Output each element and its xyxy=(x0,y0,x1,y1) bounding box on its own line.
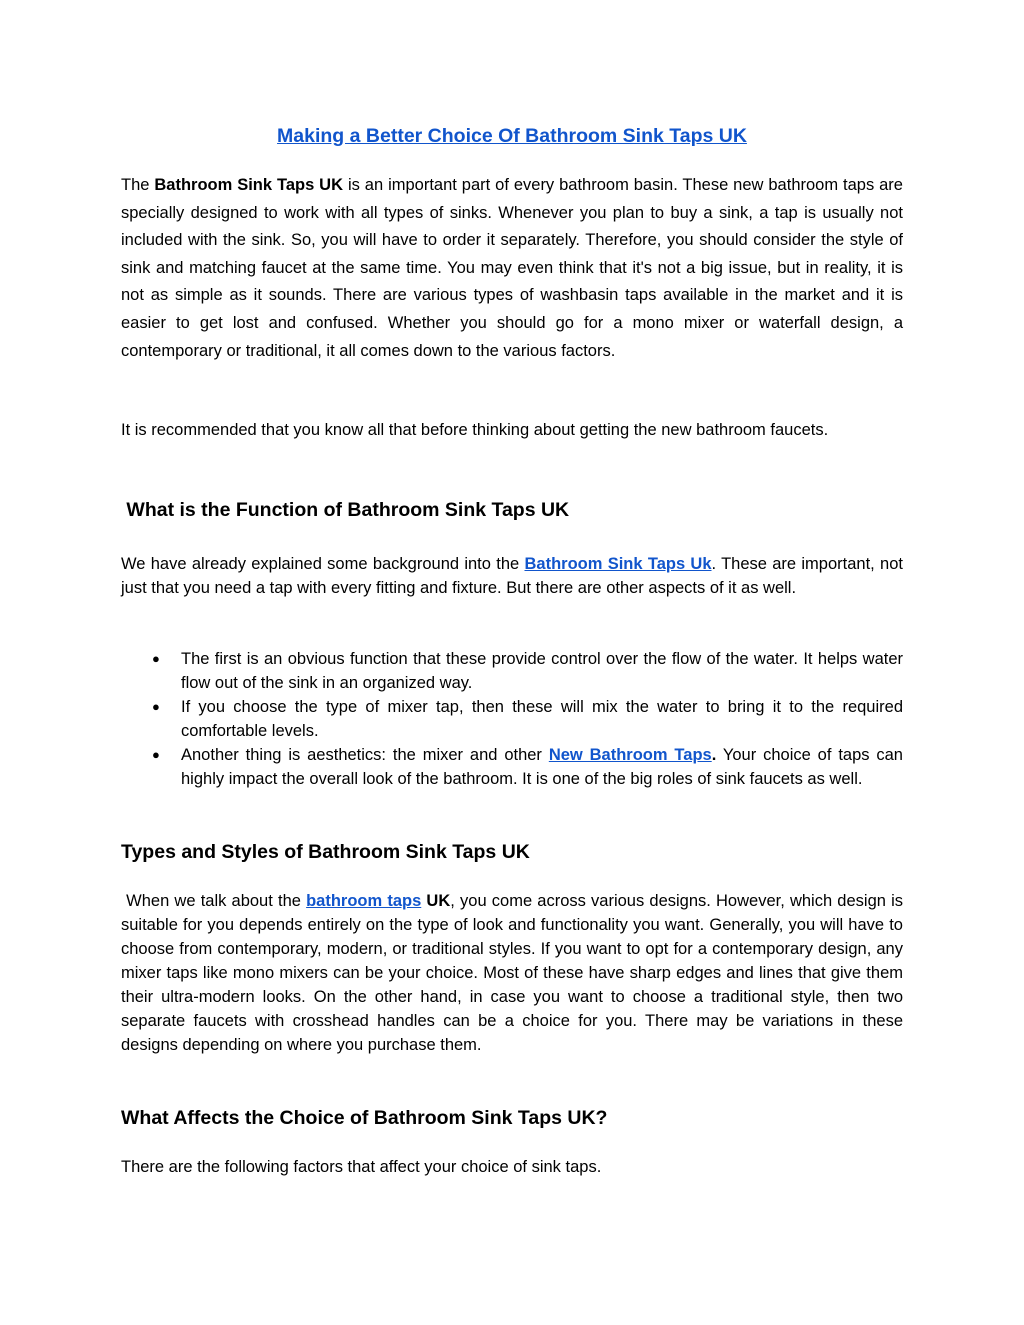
types-paragraph xyxy=(121,889,903,1057)
function-text-post: . These are important, not just that you need a tap with every fitting and fixture. But there are other aspects of it as well. xyxy=(121,555,903,597)
bullet-text: If you choose the type of mixer tap, then these will mix the water to bring it to the required comfortable levels. xyxy=(181,698,903,740)
affects-paragraph: There are the following factors that affect your choice of sink taps. xyxy=(121,1158,602,1176)
bullet-text: The first is an obvious function that these provide control over the flow of the water. It helps water flow out of the sink in an organized way. xyxy=(181,650,903,692)
types-bold-uk: UK xyxy=(421,892,451,910)
bullet-icon: ● xyxy=(152,747,160,762)
section-heading-function: What is the Function of Bathroom Sink Taps UK xyxy=(121,499,570,521)
intro-paragraph xyxy=(121,172,903,365)
bullet-icon: ● xyxy=(152,651,160,666)
intro-text-pre: The xyxy=(121,176,155,194)
types-text-pre: When we talk about the xyxy=(121,892,307,910)
bullet-icon: ● xyxy=(152,699,160,714)
section-heading-affects: What Affects the Choice of Bathroom Sink Taps UK? xyxy=(121,1107,608,1129)
bullet-text-post: Your choice of taps can highly impact the overall look of the bathroom. It is one of the big roles of sink faucets as well. xyxy=(181,746,903,788)
intro-text-post: is an important part of every bathroom basin. These new bathroom taps are specially designed to work with all types of sinks. Whenever you plan to buy a sink, a tap is usually not included with the sink. So, you will have to order it separately. Therefore, you should consider the style of sink and matching faucet at the same time. You may even think that it's not a big issue, but in reality, it is not as simple as it sounds. There are various types of washbasin taps available in the market and it is easier to get lost and confused. Whether you should go for a mono mixer or waterfall design, a contemporary or traditional, it all comes down to the various factors. xyxy=(121,176,903,360)
intro-bold-term: Bathroom Sink Taps UK xyxy=(154,176,344,194)
bullet-text-pre: Another thing is aesthetics: the mixer and other xyxy=(181,746,549,764)
section-heading-types: Types and Styles of Bathroom Sink Taps UK xyxy=(121,841,530,863)
bathroom-sink-taps-link[interactable]: Bathroom Sink Taps Uk xyxy=(524,555,712,573)
list-item xyxy=(121,647,903,695)
recommend-paragraph: It is recommended that you know all that before thinking about getting the new bathroom faucets. xyxy=(121,421,829,439)
bathroom-taps-link[interactable]: bathroom taps xyxy=(306,892,422,910)
page-title[interactable]: Making a Better Choice Of Bathroom Sink Taps UK xyxy=(277,125,747,147)
function-text-pre: We have already explained some background into the xyxy=(121,555,525,573)
types-text-post: , you come across various designs. However, which design is suitable for you depends entirely on the type of look and functionality you want. Generally, you will have to choose from contemporary, modern, or traditional styles. If you want to opt for a contemporary design, any mixer taps like mono mixers can be your choice. Most of these have sharp edges and lines that give them their ultra-modern looks. On the other hand, in case you want to choose a traditional style, then two separate faucets with crosshead handles can be a choice for you. There may be variations in these designs depending on where you purchase them. xyxy=(121,892,903,1054)
function-bullet-list xyxy=(121,647,903,791)
function-paragraph xyxy=(121,552,903,600)
list-item xyxy=(121,695,903,743)
bullet-bold-period: . xyxy=(711,746,717,764)
new-bathroom-taps-link[interactable]: New Bathroom Taps xyxy=(548,746,712,764)
list-item xyxy=(121,743,903,791)
